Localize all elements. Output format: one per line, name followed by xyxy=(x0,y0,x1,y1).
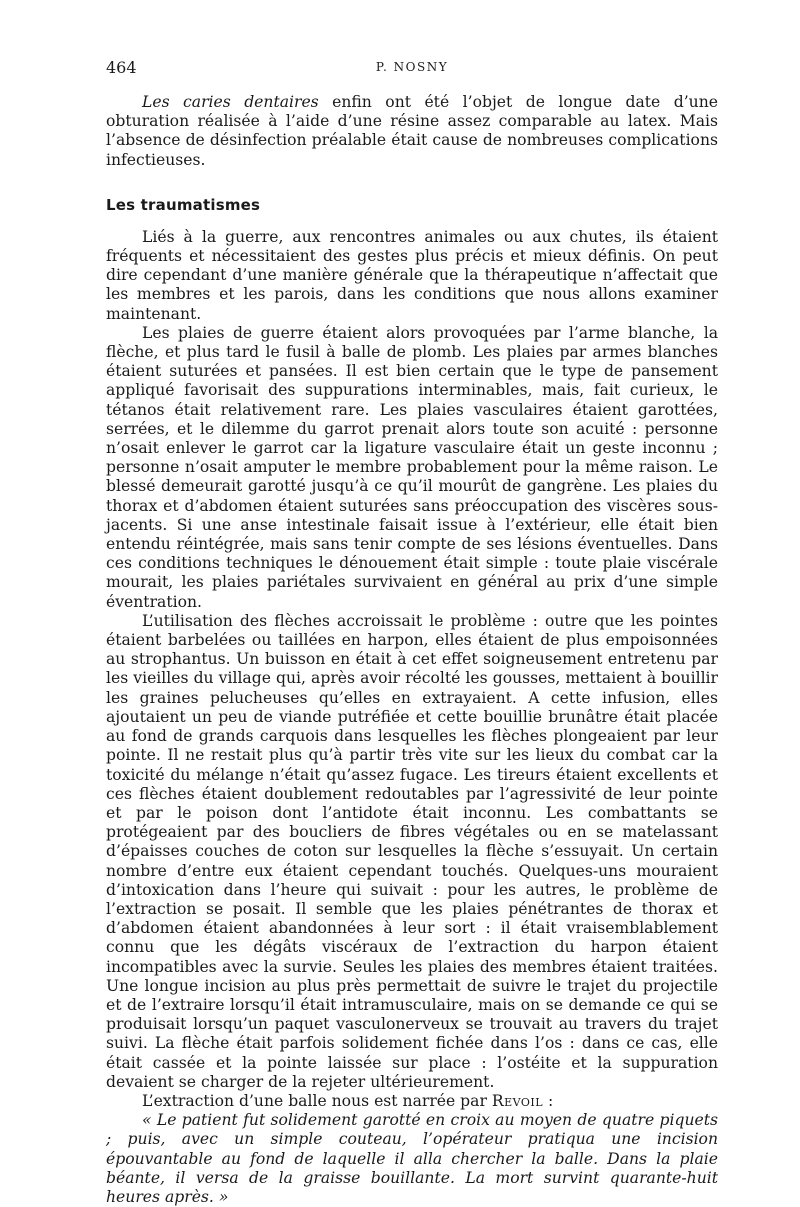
paragraph-4 xyxy=(106,1092,718,1111)
author-name: Revoil xyxy=(491,1091,544,1110)
page-number: 464 xyxy=(106,58,137,77)
quote-paragraph: « Le patient fut solidement garotté en croix au moyen de quatre piquets ; puis, avec un simple couteau, l’opérateur pratiqua une incision épouvantable au fond de laquelle il alla chercher la balle. Dans la plaie béante, il versa de la graisse bouillante. La mort survint quarante-huit heures après. » xyxy=(106,1111,718,1206)
section-heading: Les traumatismes xyxy=(106,195,261,214)
intro-paragraph xyxy=(106,93,718,170)
article-body xyxy=(106,93,718,1207)
paragraph-1: Liés à la guerre, aux rencontres animales ou aux chutes, ils étaient fréquents et nécessitaient des gestes plus précis et mieux définis. On peut dire cependant d’une manière générale que la thérapeutique n’affectait que les membres et les parois, dans les conditions que nous allons examiner maintenant. xyxy=(106,227,718,323)
paragraph-4-tail: : xyxy=(543,1091,554,1110)
paragraph-4-lead: L’extraction d’une balle nous est narrée par xyxy=(142,1091,492,1110)
running-head: P. NOSNY xyxy=(375,60,449,74)
intro-text: enfin ont été l’objet de longue date d’une obturation réalisée à l’aide d’une résine assez comparable au latex. Mais l’absence de désinfection préalable était cause de nombreuses complications infectieuses. xyxy=(106,93,718,169)
paragraph-2: Les plaies de guerre étaient alors provoquées par l’arme blanche, la flèche, et plus tard le fusil à balle de plomb. Les plaies par armes blanches étaient suturées et pansées. Il est bien certain que le type de pansement appliqué favorisait des suppurations interminables, mais, fait curieux, le tétanos était relativement rare. Les plaies vasculaires étaient garottées, serrées, et le dilemme du garrot prenait alors toute son acuité : personne n’osait enlever le garrot car la ligature vasculaire était un geste inconnu ; personne n’osait amputer le membre probablement pour la même raison. Le blessé demeurait garotté jusqu’à ce qu’il mourût de gangrène. Les plaies du thorax et d’abdomen étaient suturées sans préoccupation des viscères sous-jacents. Si une anse intestinale faisait issue à l’extérieur, elle était bien entendu réintégrée, mais sans tenir compte de ses lésions éventuelles. Dans ces conditions techniques le dénouement était simple : toute plaie viscérale mourait, les plaies pariétales survivaient en général au prix d’une simple éventration. xyxy=(106,323,718,611)
page-header xyxy=(106,58,718,80)
intro-italic-term: Les caries dentaires xyxy=(142,93,319,111)
paragraph-3: L’utilisation des flèches accroissait le problème : outre que les pointes étaient barbelées ou taillées en harpon, elles étaient de plus empoisonnées au strophantus. Un buisson en était à cet effet soigneusement entretenu par les vieilles du village qui, après avoir récolté les gousses, mettaient à bouillir les graines pelucheuses qu’elles en extrayaient. A cette infusion, elles ajoutaient un peu de viande putréfiée et cette bouillie brunâtre était placée au fond de grands carquois dans lesquelles les flèches plongeaient par leur pointe. Il ne restait plus qu’à partir très vite sur les lieux du combat car la toxicité du mélange n’était qu’assez fugace. Les tireurs étaient excellents et ces flèches étaient doublement redoutables par l’agressivité de leur pointe et par le poison dont l’antidote était inconnu. Les combattants se protégeaient par des boucliers de fibres végétales ou en se matelassant d’épaisses couches de coton sur lesquelles la flèche s’essuyait. Un certain nombre d’entre eux étaient cependant touchés. Quelques-uns mouraient d’intoxication dans l’heure qui suivait : pour les autres, le problème de l’extraction se posait. Il semble que les plaies pénétrantes de thorax et d’abdomen étaient abandonnées à leur sort : il était vraisemblablement connu que les dégâts viscéraux de l’extraction du harpon étaient incompatibles avec la survie. Seules les plaies des membres étaient traitées. Une longue incision au plus près permettait de suivre le trajet du projectile et de l’extraire lorsqu’il était intramusculaire, mais on se demande ce qui se produisait lorsqu’un paquet vasculonerveux se trouvait au travers du trajet suivi. La flèche était parfois solidement fichée dans l’os : dans ce cas, elle était cassée et la pointe laissée sur place : l’ostéite et la suppuration devaient se charger de la rejeter ultérieurement. xyxy=(106,611,718,1091)
